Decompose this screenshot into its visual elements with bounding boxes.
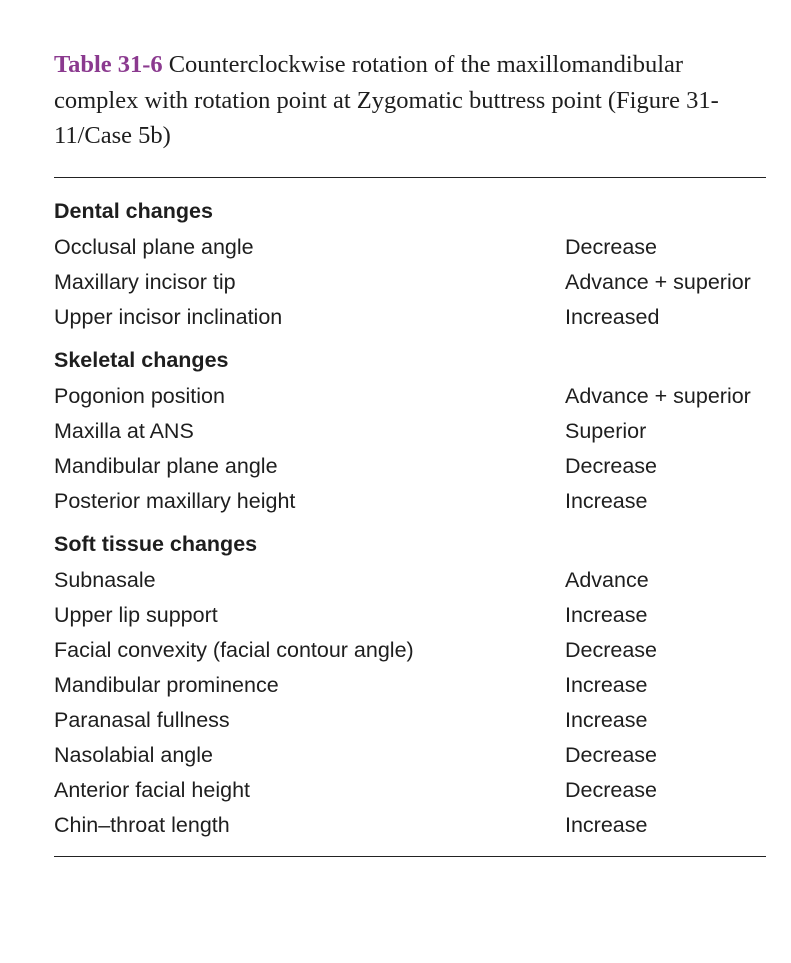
row-change: Advance + superior xyxy=(565,384,751,408)
table-row xyxy=(54,484,766,519)
table-number-label: Table 31-6 xyxy=(54,51,163,78)
row-change: Increase xyxy=(565,603,648,627)
row-change: Advance xyxy=(565,568,649,592)
table-row xyxy=(54,379,766,414)
table-row xyxy=(54,598,766,633)
row-change: Decrease xyxy=(565,638,658,662)
row-parameter: Subnasale xyxy=(54,568,156,592)
table-row xyxy=(54,633,766,668)
row-parameter: Maxilla at ANS xyxy=(54,419,194,443)
table-row xyxy=(54,668,766,703)
row-parameter: Facial convexity (facial contour angle) xyxy=(54,638,414,662)
row-parameter: Posterior maxillary height xyxy=(54,489,296,513)
table-row xyxy=(54,265,766,300)
table-row xyxy=(54,563,766,598)
bottom-rule xyxy=(54,856,766,857)
row-parameter: Upper lip support xyxy=(54,603,218,627)
table-caption xyxy=(54,47,754,154)
table-row xyxy=(54,300,766,335)
row-change: Superior xyxy=(565,419,647,443)
row-parameter: Pogonion position xyxy=(54,384,225,408)
row-parameter: Mandibular prominence xyxy=(54,673,279,697)
row-parameter: Occlusal plane angle xyxy=(54,235,254,259)
top-rule xyxy=(54,177,766,178)
table-row xyxy=(54,703,766,738)
row-parameter: Maxillary incisor tip xyxy=(54,270,236,294)
row-parameter: Upper incisor inclination xyxy=(54,305,283,329)
row-parameter: Mandibular plane angle xyxy=(54,454,278,478)
row-change: Decrease xyxy=(565,235,658,259)
row-parameter: Nasolabial angle xyxy=(54,743,213,767)
row-change: Advance + superior xyxy=(565,270,751,294)
row-change: Decrease xyxy=(565,778,658,802)
section-heading-soft-tissue: Soft tissue changes xyxy=(54,532,258,556)
row-change: Decrease xyxy=(565,743,658,767)
table-row xyxy=(54,738,766,773)
changes-table xyxy=(54,193,766,843)
table-row xyxy=(54,414,766,449)
row-change: Increase xyxy=(565,708,648,732)
table-row xyxy=(54,230,766,265)
section-heading-skeletal: Skeletal changes xyxy=(54,348,229,372)
row-parameter: Chin–throat length xyxy=(54,813,230,837)
table-row xyxy=(54,808,766,843)
row-change: Decrease xyxy=(565,454,658,478)
row-parameter: Anterior facial height xyxy=(54,778,250,802)
table-row xyxy=(54,449,766,484)
section-heading-dental: Dental changes xyxy=(54,199,213,223)
row-change: Increase xyxy=(565,673,648,697)
row-change: Increase xyxy=(565,489,648,513)
row-change: Increased xyxy=(565,305,660,329)
table-row xyxy=(54,773,766,808)
row-parameter: Paranasal fullness xyxy=(54,708,230,732)
table-caption-text: Counterclockwise rotation of the maxillomandibular complex with rotation point at Zygomatic buttress point (Figure 31-11/Case 5b) xyxy=(54,51,719,149)
row-change: Increase xyxy=(565,813,648,837)
